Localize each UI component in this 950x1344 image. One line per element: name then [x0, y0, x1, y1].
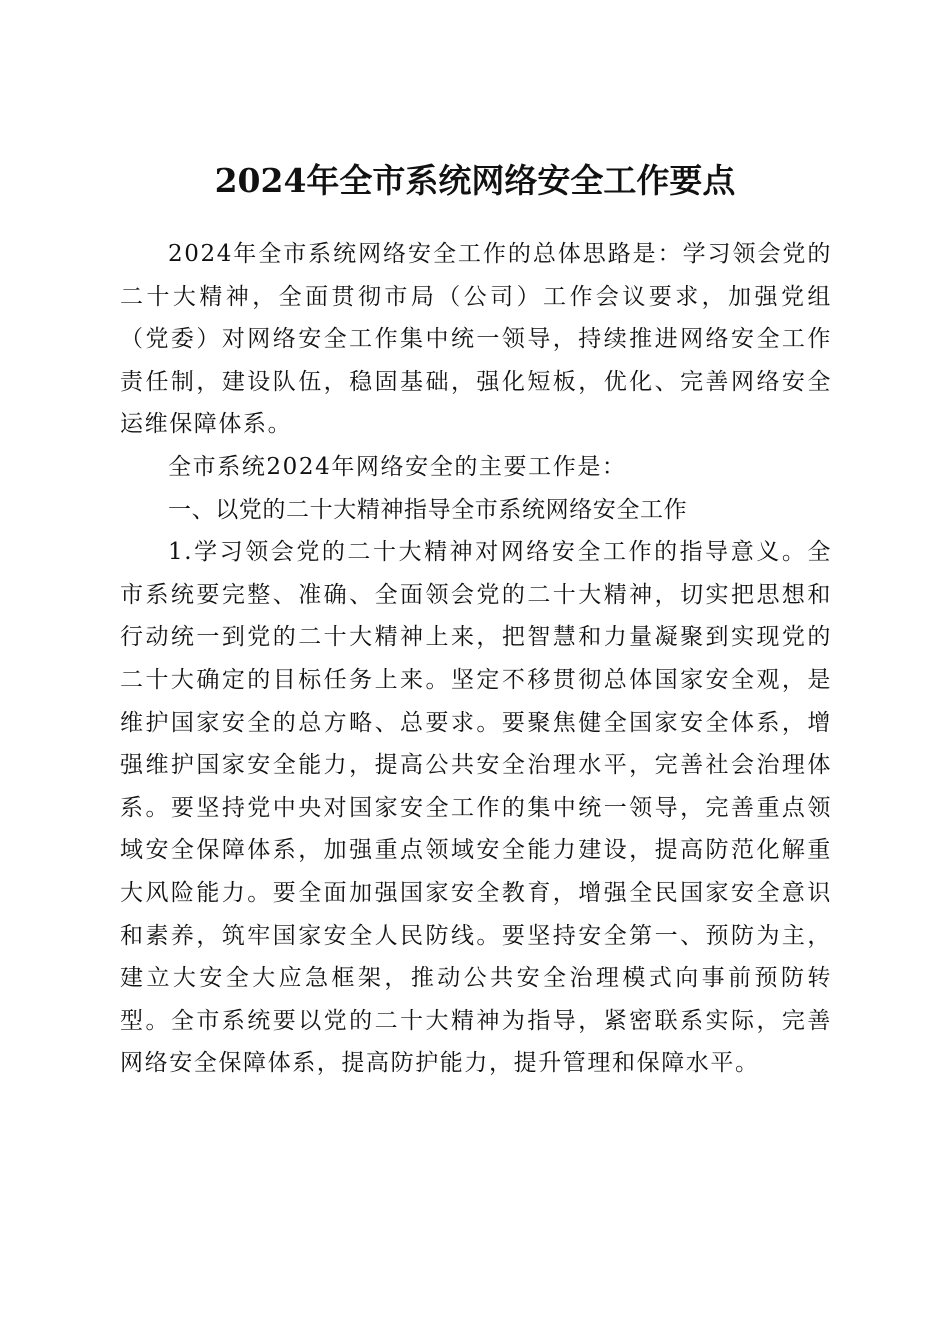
document-body	[120, 233, 832, 1085]
section-heading: 一、以党的二十大精神指导全市系统网络安全工作	[168, 496, 688, 523]
main-work-paragraph: 全市系统2024年网络安全的主要工作是：	[168, 453, 627, 480]
document-title: 2024年全市系统网络安全工作要点	[214, 161, 736, 201]
section-paragraph: 1.学习领会党的二十大精神对网络安全工作的指导意义。全市系统要完整、准确、全面领会党的二十大精神，切实把思想和行动统一到党的二十大精神上来，把智慧和力量凝聚到实现党的二十大确定的目标任务上来。坚定不移贯彻总体国家安全观，是维护国家安全的总方略、总要求。要聚焦健全国家安全体系，增强维护国家安全能力，提高公共安全治理水平，完善社会治理体系。要坚持党中央对国家安全工作的集中统一领导，完善重点领域安全保障体系，加强重点领域安全能力建设，提高防范化解重大风险能力。要全面加强国家安全教育，增强全民国家安全意识和素养，筑牢国家安全人民防线。要坚持安全第一、预防为主，建立大安全大应急框架，推动公共安全治理模式向事前预防转型。全市系统要以党的二十大精神为指导，紧密联系实际，完善网络安全保障体系，提高防护能力，提升管理和保障水平。	[120, 539, 832, 1077]
intro-paragraph: 2024年全市系统网络安全工作的总体思路是：学习领会党的二十大精神，全面贯彻市局（公司）工作会议要求，加强党组（党委）对网络安全工作集中统一领导，持续推进网络安全工作责任制，建设队伍，稳固基础，强化短板，优化、完善网络安全运维保障体系。	[120, 241, 832, 438]
